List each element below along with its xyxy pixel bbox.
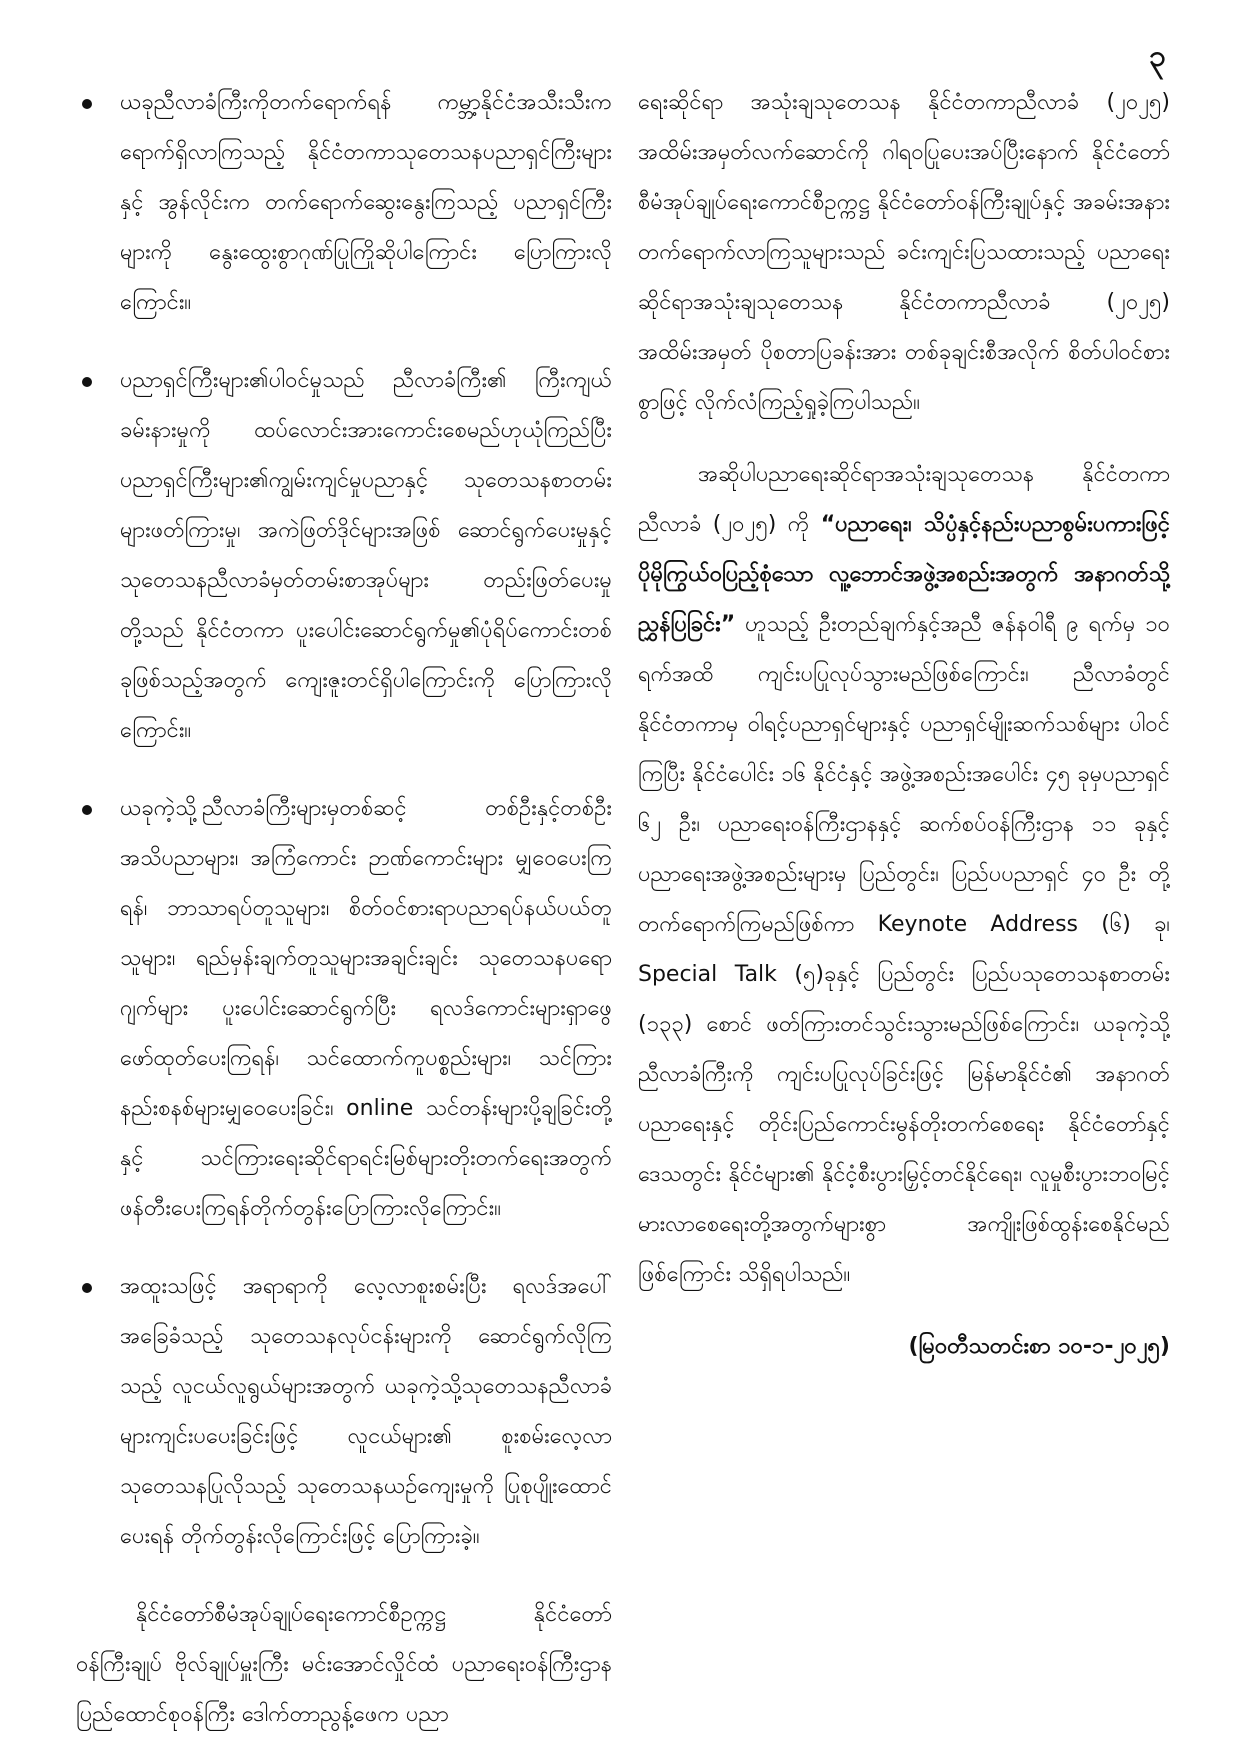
bullet-text: အထူးသဖြင့် အရာရာကို လေ့လာစူးစမ်းပြီး ရလဒ်အပေါ်အခြေခံသည့် သုတေသနလုပ်ငန်းများကို ဆောင်ရွက်လိုကြသည့် လူငယ်လူရွယ်များအတွက် ယခုကဲ့သို့သုတေသနညီလာခံများကျင်းပပေးခြင်းဖြင့် လူငယ်များ၏ စူးစမ်းလေ့လာသုတေသနပြုလိုသည့် သုတေသနယဉ်ကျေးမှုကို ပြုစုပျိုးထောင်ပေးရန် တိုက်တွန်းလိုကြောင်းဖြင့် ပြောကြားခဲ့။ — [120, 1274, 612, 1549]
bullet-text: ပညာရှင်ကြီးများ၏ပါဝင်မှုသည် ညီလာခံကြီး၏ ကြီးကျယ်ခမ်းနားမှုကို ထပ်လောင်းအားကောင်းစေမည်ဟုယုံကြည်ပြီး ပညာရှင်ကြီးများ၏ကျွမ်းကျင်မှုပညာနှင့် သုတေသနစာတမ်းများဖတ်ကြားမှု၊ အကဲဖြတ်ဒိုင်များအဖြစ် ဆောင်ရွက်ပေးမှုနှင့် သုတေသနညီလာခံမှတ်တမ်းစာအုပ်များ တည်းဖြတ်ပေးမှုတို့သည် နိုင်ငံတကာ ပူးပေါင်းဆောင်ရွက်မှု၏ပုံရိပ်ကောင်းတစ်ခုဖြစ်သည့်အတွက် ကျေးဇူးတင်ရှိပါကြောင်းကို ပြောကြားလိုကြောင်း။ — [120, 368, 612, 743]
left-column — [76, 78, 612, 1762]
bullet-text: ယခုကဲ့သို့ညီလာခံကြီးများမှတစ်ဆင့် တစ်ဦးနှင့်တစ်ဦး အသိပညာများ၊ အကြံကောင်း ဉာဏ်ကောင်းများ မျှဝေပေးကြရန်၊ ဘာသာရပ်တူသူများ၊ စိတ်ဝင်စားရာပညာရပ်နယ်ပယ်တူသူများ၊ ရည်မှန်းချက်တူသူများအချင်းချင်း သုတေသနပရောဂျက်များ ပူးပေါင်းဆောင်ရွက်ပြီး ရလဒ်ကောင်းများရှာဖွေဖော်ထုတ်ပေးကြရန်၊ သင်ထောက်ကူပစ္စည်းများ၊ သင်ကြားနည်းစနစ်များမျှဝေပေးခြင်း၊ online သင်တန်းများပို့ချခြင်းတို့နှင့် သင်ကြားရေးဆိုင်ရာရင်းမြစ်များတိုးတက်ရေးအတွက် ဖန်တီးပေးကြရန်တိုက်တွန်းပြောကြားလိုကြောင်း။ — [120, 796, 612, 1221]
event-details: ဟူသည့် ဦးတည်ချက်နှင့်အညီ ဇန်နဝါရီ ၉ ရက်မှ ၁၀ ရက်အထိ ကျင်းပပြုလုပ်သွားမည်ဖြစ်ကြောင်း၊ ညီလာခံတွင် နိုင်ငံတကာမှ ဝါရင့်ပညာရှင်များနှင့် ပညာရှင်မျိုးဆက်သစ်များ ပါဝင်ကြပြီး နိုင်ငံပေါင်း ၁၆ နိုင်ငံနှင့် အဖွဲ့အစည်းအပေါင်း ၄၅ ခုမှပညာရှင် ၆၂ ဦး၊ ပညာရေးဝန်ကြီးဌာနနှင့် ဆက်စပ်ဝန်ကြီးဌာန ၁၁ ခုနှင့် ပညာရေးအဖွဲ့အစည်းများမှ ပြည်တွင်း၊ ပြည်ပပညာရှင် ၄၀ ဦး တို့တက်ရောက်ကြမည်ဖြစ်ကာ Keynote Address (၆) ခု၊ Special Talk (၅)ခုနှင့် ပြည်တွင်း ပြည်ပသုတေသနစာတမ်း (၁၃၃) စောင် ဖတ်ကြားတင်သွင်းသွားမည်ဖြစ်ကြောင်း၊ ယခုကဲ့သို့ညီလာခံကြီးကို ကျင်းပပြုလုပ်ခြင်းဖြင့် မြန်မာနိုင်ငံ၏ အနာဂတ်ပညာရေးနှင့် တိုင်းပြည်ကောင်းမွန်တိုးတက်စေရေး နိုင်ငံတော်နှင့်ဒေသတွင်း နိုင်ငံများ၏ နိုင်ငံ့စီးပွားမြှင့်တင်နိုင်ရေး၊ လူမှုစီးပွားဘဝမြင့်မားလာစေရေးတို့အတွက်များစွာ အကျိုးဖြစ်ထွန်းစေနိုင်မည်ဖြစ်ကြောင်း သိရှိရပါသည်။ — [638, 612, 1170, 1287]
event-theme: “ပညာရေး၊ သိပ္ပံနှင့်နည်းပညာစွမ်းပကားဖြင့် ပိုမိုကြွယ်ဝပြည့်စုံသော လူ့ဘောင်အဖွဲ့အစည်းအတွက် အနာဂတ်သို့ ညွှန်ပြခြင်း” — [638, 512, 1170, 637]
bullet-item — [76, 784, 612, 1234]
bullet-list — [76, 78, 612, 1562]
event-intro: အဆိုပါပညာရေးဆိုင်ရာအသုံးချသုတေသန နိုင်ငံတကာညီလာခံ (၂၀၂၅) ကို — [638, 462, 1170, 537]
bullet-icon — [82, 805, 92, 815]
bullet-icon — [82, 377, 92, 387]
bullet-icon — [82, 1283, 92, 1293]
bullet-icon — [82, 99, 92, 109]
page-number: ၃ — [1149, 39, 1166, 74]
source-citation: (မြဝတီသတင်းစာ ၁၀-၁-၂၀၂၅) — [908, 1334, 1170, 1359]
bullet-item — [76, 356, 612, 756]
right-column — [638, 78, 1170, 1372]
bullet-item — [76, 78, 612, 328]
body-paragraph: ရေးဆိုင်ရာ အသုံးချသုတေသန နိုင်ငံတကာညီလာခံ (၂၀၂၅) အထိမ်းအမှတ်လက်ဆောင်ကို ဂါရဝပြုပေးအပ်ပြီးနောက် နိုင်ငံတော်စီမံအုပ်ချုပ်ရေးကောင်စီဥက္ကဋ္ဌ နိုင်ငံတော်ဝန်ကြီးချုပ်နှင့် အခမ်းအနားတက်ရောက်လာကြသူများသည် ခင်းကျင်းပြသထားသည့် ပညာရေးဆိုင်ရာအသုံးချသုတေသန နိုင်ငံတကာညီလာခံ (၂၀၂၅) အထိမ်းအမှတ် ပိုစတာပြခန်းအား တစ်ခုချင်းစီအလိုက် စိတ်ပါဝင်စားစွာဖြင့် လိုက်လံကြည့်ရှုခဲ့ကြပါသည်။ — [638, 90, 1170, 415]
event-paragraph — [638, 450, 1170, 1300]
bullet-item — [76, 1262, 612, 1562]
bullet-text: ယခုညီလာခံကြီးကိုတက်ရောက်ရန် ကမ္ဘာ့နိုင်ငံအသီးသီးက ရောက်ရှိလာကြသည့် နိုင်ငံတကာသုတေသနပညာရှင်ကြီးများနှင့် အွန်လိုင်းက တက်ရောက်ဆွေးနွေးကြသည့် ပညာရှင်ကြီးများကို နွေးထွေးစွာဂုဏ်ပြုကြိုဆိုပါကြောင်း ပြောကြားလိုကြောင်း။ — [120, 90, 612, 315]
closing-paragraph: နိုင်ငံတော်စီမံအုပ်ချုပ်ရေးကောင်စီဥက္ကဋ္ဌ နိုင်ငံတော်ဝန်ကြီးချုပ် ဗိုလ်ချုပ်မှူးကြီး မင်းအောင်လှိုင်ထံ ပညာရေးဝန်ကြီးဌာန ပြည်ထောင်စုဝန်ကြီး ဒေါက်တာညွန့်ဖေက ပညာ — [76, 1602, 612, 1727]
